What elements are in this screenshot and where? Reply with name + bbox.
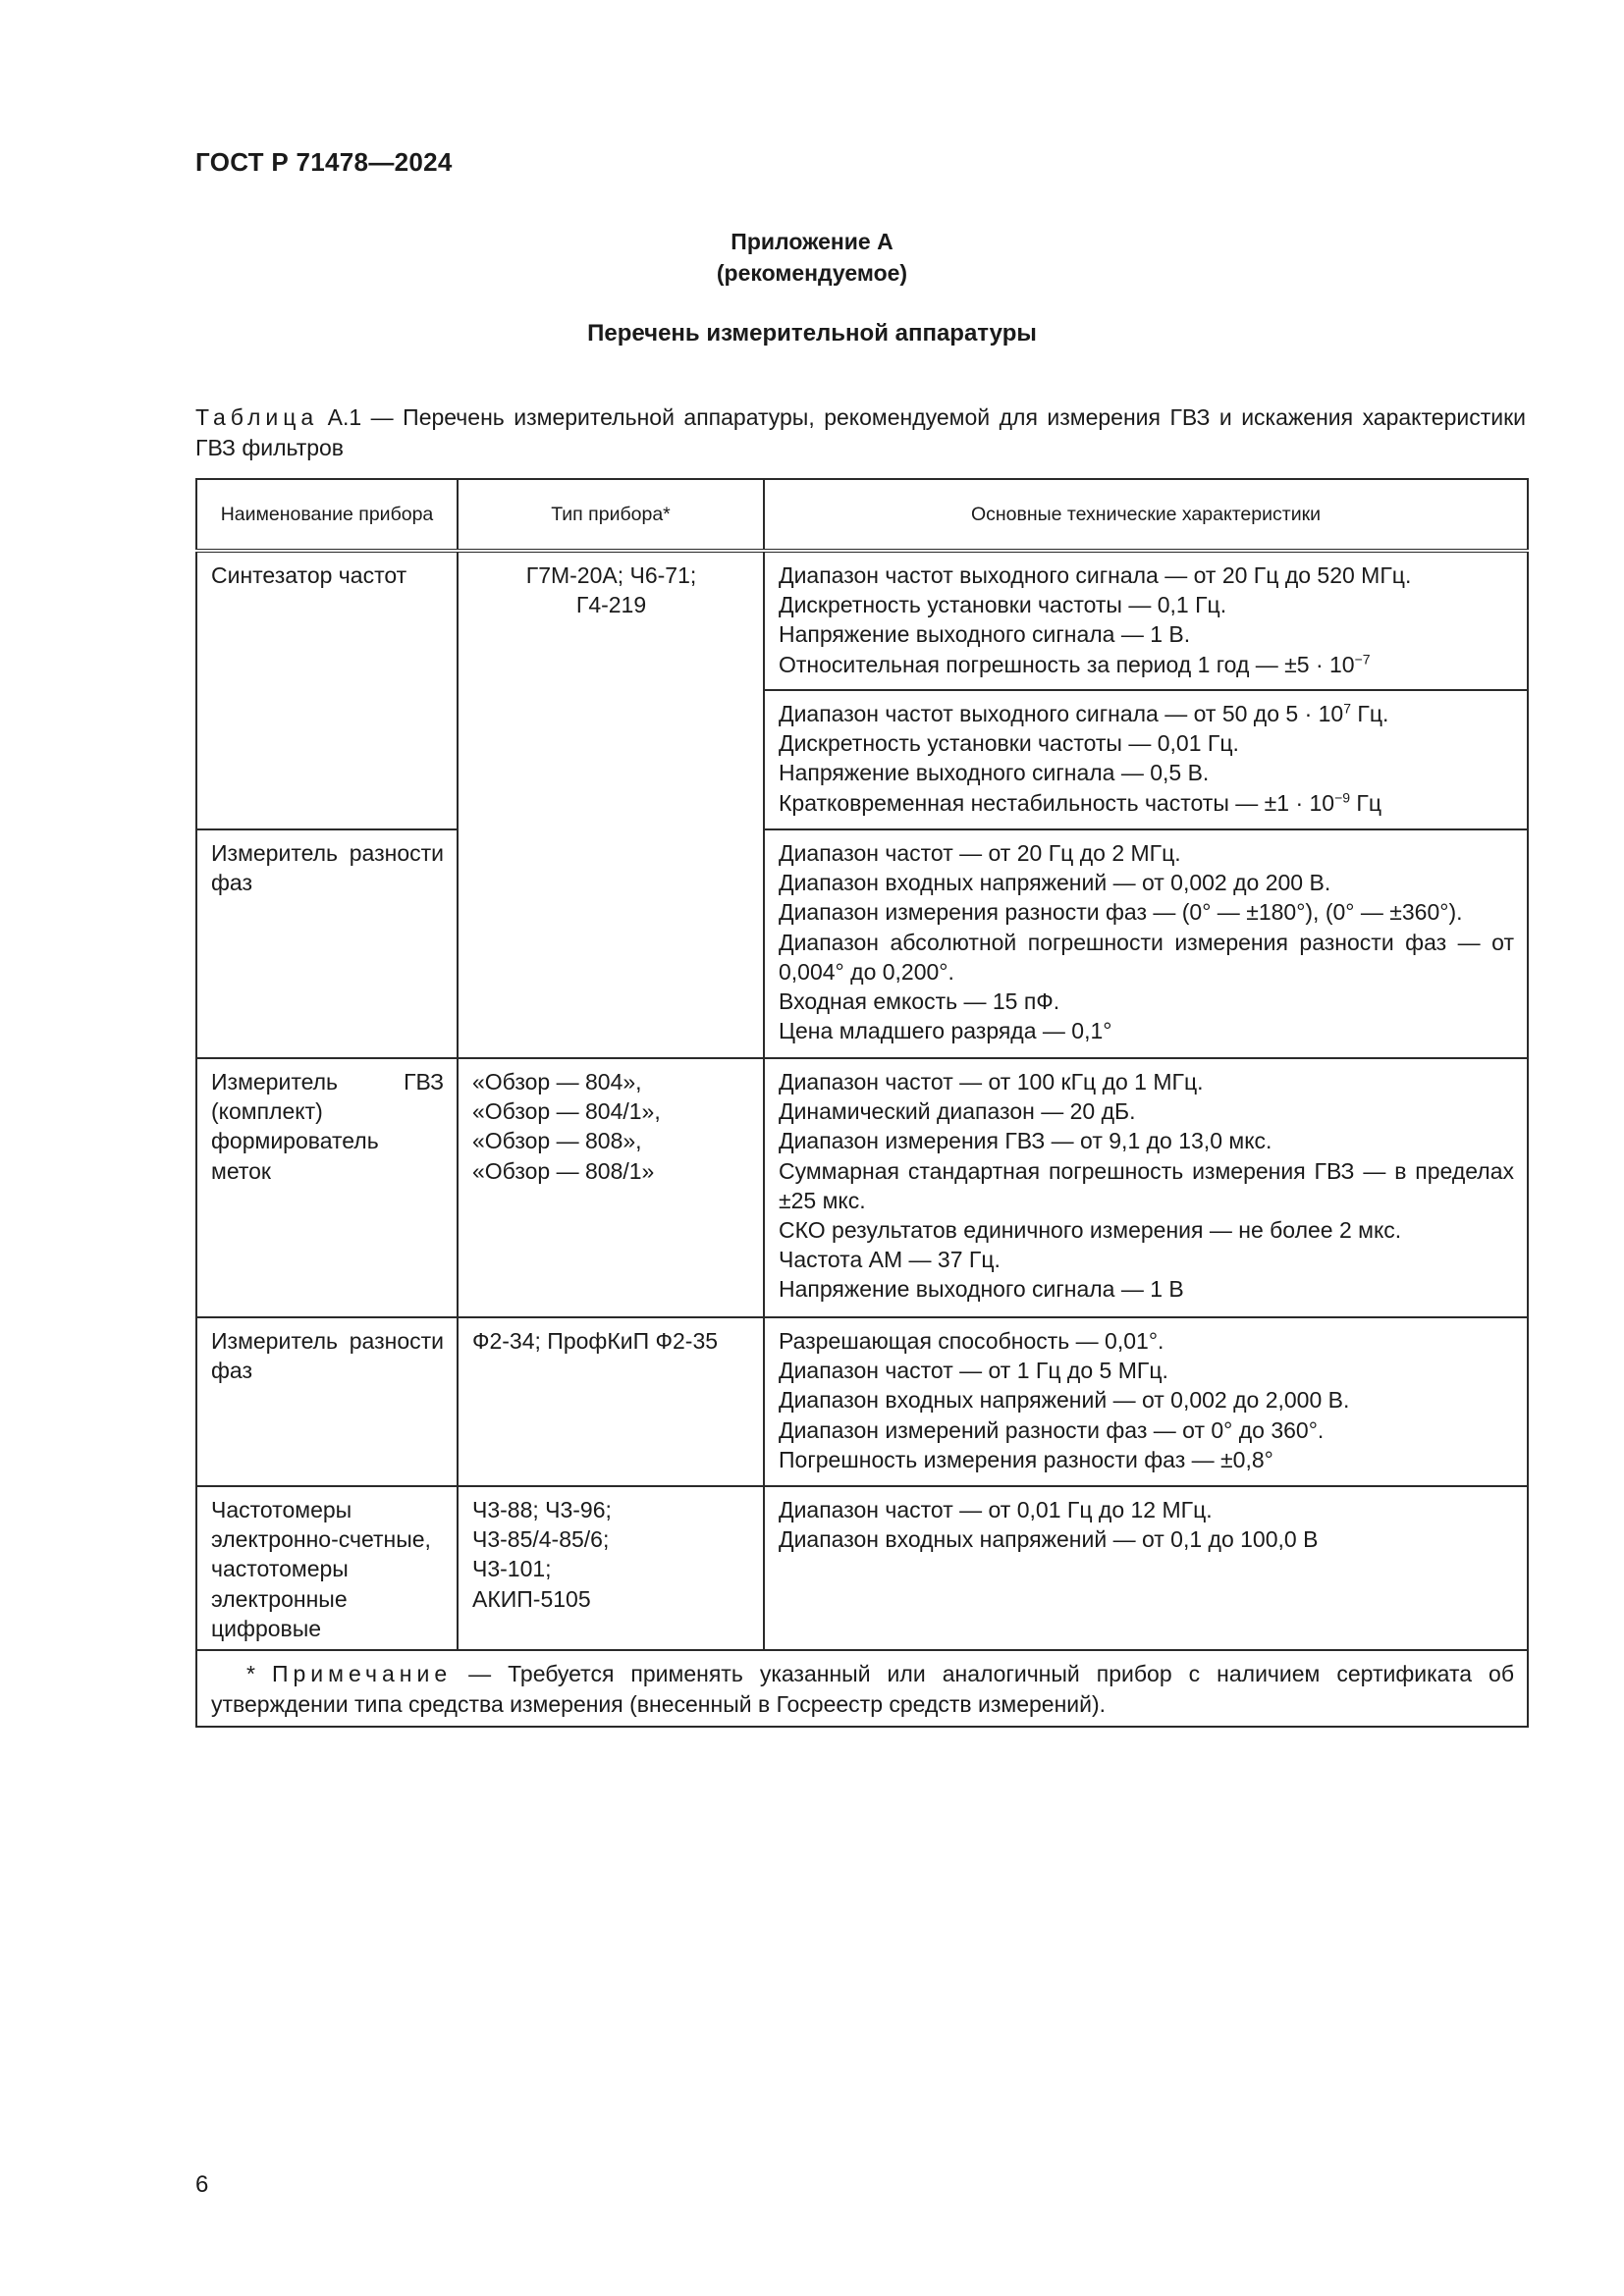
equipment-table [195, 478, 1529, 1728]
device-name: Синтезатор частот [196, 551, 458, 829]
characteristic-line: СКО результатов единичного измерения — не более 2 мкс. [779, 1217, 1402, 1244]
characteristic-line: Напряжение выходного сигнала — 1 В [779, 1276, 1184, 1303]
characteristic-line: Диапазон частот выходного сигнала — от 20 Гц до 520 МГц. [779, 562, 1412, 588]
characteristic-line: Диапазон входных напряжений — от 0,1 до 100,0 В [779, 1526, 1319, 1553]
device-type-line: Ч3-101; [472, 1556, 552, 1582]
device-name: Частотомеры электронно-счетные, частотомеры электронные цифровые [196, 1486, 458, 1650]
characteristic-line: Динамический диапазон — 20 дБ. [779, 1098, 1136, 1125]
standard-code: ГОСТ Р 71478—2024 [195, 147, 453, 177]
note-text: — Требуется применять указанный или аналогичный прибор с наличием сертификата об утверждении типа средства измерения (внесенный в Госреестр средств измерений). [211, 1661, 1515, 1718]
device-type-shared [458, 551, 764, 1058]
characteristic-line: Дискретность установки частоты — 0,1 Гц. [779, 592, 1227, 618]
characteristic-line: Напряжение выходного сигнала — 0,5 В. [779, 760, 1210, 786]
characteristic-line: Напряжение выходного сигнала — 1 В. [779, 621, 1191, 648]
device-name: Измеритель разности фаз [196, 1317, 458, 1486]
table-row [196, 1486, 1528, 1650]
device-name: Измеритель ГВЗ (комплект) формирователь меток [196, 1058, 458, 1317]
device-type-line: «Обзор — 808», [472, 1128, 642, 1154]
table-row [196, 1317, 1528, 1486]
characteristic-line: Частота АМ — 37 Гц. [779, 1247, 1001, 1273]
device-characteristics [764, 690, 1528, 829]
device-name: Измеритель разности фаз [196, 829, 458, 1058]
device-type [458, 1486, 764, 1650]
annex-heading [0, 226, 1624, 289]
header-name: Наименование прибора [196, 479, 458, 551]
characteristic-line: Диапазон частот выходного сигнала — от 50 до $5 \cdot 10^7$ Гц. [779, 700, 1389, 726]
characteristic-line: Диапазон частот — от 1 Гц до 5 МГц. [779, 1358, 1168, 1384]
device-characteristics [764, 829, 1528, 1058]
characteristic-line: Цена младшего разряда — 0,1° [779, 1018, 1112, 1044]
characteristic-line: Дискретность установки частоты — 0,01 Гц. [779, 730, 1239, 757]
header-characteristics: Основные технические характеристики [764, 479, 1528, 551]
device-type-line: АКИП-5105 [472, 1585, 591, 1612]
table-row [196, 1058, 1528, 1317]
table-note [196, 1650, 1528, 1727]
characteristic-line: Относительная погрешность за период 1 год — $\pm 5 \cdot 10^{-7}$ [779, 650, 1371, 677]
characteristic-line: Диапазон входных напряжений — от 0,002 до 2,000 В. [779, 1387, 1350, 1414]
annex-status: (рекомендуемое) [716, 260, 908, 286]
header-type: Тип прибора* [458, 479, 764, 551]
characteristic-line: Диапазон абсолютной погрешности измерения разности фаз — от 0,004° до 0,200°. [779, 929, 1514, 985]
device-type [458, 1317, 764, 1486]
table-header-row [196, 479, 1528, 551]
characteristic-line: Диапазон измерения разности фаз — (0° — ±180°), (0° — ±360°). [779, 899, 1463, 926]
device-type [458, 1058, 764, 1317]
characteristic-line: Диапазон измерения ГВЗ — от 9,1 до 13,0 мкс. [779, 1128, 1272, 1154]
table-row [196, 829, 1528, 1058]
device-type-line: Г7М-20А; Ч6-71; [525, 562, 697, 588]
device-type-line: Г4-219 [575, 592, 647, 618]
characteristic-line: Входная емкость — 15 пФ. [779, 988, 1060, 1015]
table-caption [195, 402, 1526, 463]
device-characteristics [764, 1317, 1528, 1486]
characteristic-line: Разрешающая способность — 0,01°. [779, 1328, 1164, 1354]
note-word: Примечание [271, 1661, 453, 1687]
exponent: −9 [1334, 788, 1351, 805]
table-caption-text: А.1 — Перечень измерительной аппаратуры, рекомендуемой для измерения ГВЗ и искажения характеристики ГВЗ фильтров [195, 404, 1526, 460]
annex-label: Приложение А [731, 229, 893, 254]
table-caption-word: Таблица [195, 404, 319, 430]
device-type-line: «Обзор — 804», [472, 1069, 642, 1095]
characteristic-line: Кратковременная нестабильность частоты — $\pm 1 \cdot 10^{-9}$ Гц [779, 788, 1382, 816]
device-characteristics [764, 551, 1528, 690]
characteristic-line: Диапазон частот — от 0,01 Гц до 12 МГц. [779, 1497, 1213, 1522]
characteristic-line: Диапазон измерений разности фаз — от 0° до 360°. [779, 1416, 1325, 1443]
device-type-line: Ф2-34; ПрофКиП Ф2-35 [472, 1328, 719, 1354]
characteristic-line: Диапазон частот — от 100 кГц до 1 МГц. [779, 1069, 1204, 1095]
characteristic-line: Диапазон входных напряжений — от 0,002 до 200 В. [779, 870, 1331, 896]
exponent: 7 [1343, 700, 1352, 717]
table-note-row [196, 1650, 1528, 1727]
table-row [196, 551, 1528, 690]
characteristic-line: Погрешность измерения разности фаз — ±0,8° [779, 1446, 1273, 1472]
device-characteristics [764, 1058, 1528, 1317]
characteristic-line: Диапазон частот — от 20 Гц до 2 МГц. [779, 840, 1181, 866]
exponent: −7 [1354, 650, 1371, 667]
characteristic-line: Суммарная стандартная погрешность измерения ГВЗ — в пределах ±25 мкс. [779, 1157, 1514, 1213]
page-number: 6 [195, 2171, 209, 2198]
device-characteristics [764, 1486, 1528, 1650]
device-type-line: Ч3-88; Ч3-96; [472, 1497, 612, 1522]
device-type-line: Ч3-85/4-85/6; [472, 1526, 610, 1553]
note-mark: * [246, 1661, 272, 1687]
device-type-line: «Обзор — 804/1», [472, 1098, 661, 1125]
device-type-line: «Обзор — 808/1» [472, 1157, 655, 1184]
annex-title: Перечень измерительной аппаратуры [587, 320, 1037, 347]
